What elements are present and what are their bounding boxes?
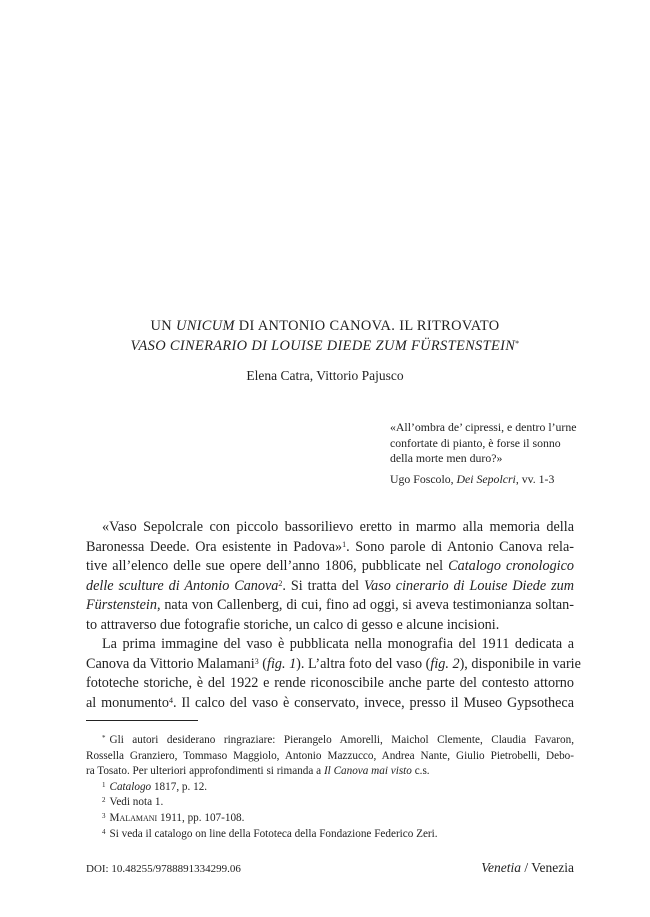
text-run: ra Tosato. Per ulteriori approfondimenti si rimanda a xyxy=(86,765,324,778)
figure-ref-2[interactable]: fig. 2 xyxy=(430,655,460,672)
footnote-ref-3[interactable]: 3 xyxy=(254,656,259,666)
title-rest: DI ANTONIO CANOVA. IL RITROVATO xyxy=(234,318,500,334)
title-line-2 xyxy=(0,336,650,356)
body-line xyxy=(86,596,574,616)
body-text xyxy=(86,518,581,713)
title-line-1 xyxy=(0,316,650,336)
text-run: tive all’elenco delle sue opere dell’anno 1806, pubblicate nel xyxy=(86,558,449,574)
body-line xyxy=(86,557,574,577)
text-run: Catalogo cronologico xyxy=(448,558,574,574)
text-run: fototeche storiche, è del 1922 e rende riconoscibile anche parte del contesto attorno xyxy=(86,675,574,691)
footnote-mark: 2 xyxy=(102,796,106,805)
footnote-star-line xyxy=(86,749,574,765)
body-line xyxy=(86,674,574,694)
title-subtitle: VASO CINERARIO DI LOUISE DIEDE ZUM FÜRSTENSTEIN xyxy=(130,338,516,354)
series-name xyxy=(481,860,574,876)
epigraph-verses: , vv. 1-3 xyxy=(515,471,555,486)
title-prefix: UN xyxy=(150,318,176,334)
text-run: al monumento xyxy=(86,694,169,711)
footnote-ref-1[interactable]: 1 xyxy=(342,539,347,549)
footnote-mark: 1 xyxy=(102,780,106,789)
footnote-2 xyxy=(86,795,574,811)
footnote-divider xyxy=(86,720,198,721)
footnote-star-line xyxy=(86,764,574,780)
article-title xyxy=(0,316,650,356)
body-line xyxy=(86,538,574,558)
text-run: Baronessa Deede. Ora esistente in Padova» xyxy=(86,538,343,555)
text-run: Rossella Granziero, Tommaso Maggiolo, Antonio Mazzucco, Andrea Nante, Giulio Pietrobelli, Debo- xyxy=(86,749,574,762)
epigraph-author: Ugo Foscolo, xyxy=(390,471,457,486)
epigraph xyxy=(390,420,590,487)
epigraph-line: confortate di pianto, è forse il sonno xyxy=(390,435,561,450)
text-run: c.s. xyxy=(411,765,430,778)
text-run: Catalogo xyxy=(109,780,152,793)
footnote-mark: * xyxy=(102,734,106,742)
body-line xyxy=(86,694,574,714)
footnote-ref-4[interactable]: 4 xyxy=(168,695,173,705)
body-line xyxy=(86,518,574,538)
text-run: Si veda il catalogo on line della Fototeca della Fondazione Federico Zeri. xyxy=(109,827,438,840)
text-run: Fürstenstein xyxy=(86,597,157,613)
footnotes xyxy=(86,733,574,842)
text-run: ( xyxy=(258,655,267,672)
footnote-1 xyxy=(86,780,574,796)
text-run: Gli autori desiderano ringraziare: Pierangelo Amorelli, Maichol Clemente, Claudia Favaron, xyxy=(109,734,574,746)
text-run: . Si tratta del xyxy=(282,577,365,594)
epigraph-work: Dei Sepolcri xyxy=(456,471,516,486)
title-unicum: UNICUM xyxy=(175,318,235,334)
body-line xyxy=(86,616,574,636)
figure-ref-1[interactable]: fig. 1 xyxy=(267,655,297,672)
text-run: . Il calco del vaso è conservato, invece, presso il Museo Gypsotheca xyxy=(172,694,574,711)
footnote-mark: 4 xyxy=(102,827,106,836)
footnote-star-line xyxy=(86,733,574,749)
text-run: / Venezia xyxy=(521,860,574,875)
epigraph-line: della morte men duro?» xyxy=(390,451,503,466)
text-run: 1817, p. 12. xyxy=(151,780,208,793)
text-run: ), disponibile in varie xyxy=(459,655,581,672)
text-run: Venetia xyxy=(481,860,522,875)
title-footnote-mark: * xyxy=(515,339,520,348)
epigraph-attribution xyxy=(390,472,590,488)
footnote-mark: 3 xyxy=(102,811,106,820)
text-run: delle sculture di Antonio Canova xyxy=(86,577,279,594)
text-run: 1911, pp. 107-108. xyxy=(157,811,245,824)
text-run: Canova da Vittorio Malamani xyxy=(86,655,255,672)
body-line xyxy=(86,635,574,655)
authors: Elena Catra, Vittorio Pajusco xyxy=(246,368,404,383)
page-footer xyxy=(86,860,574,876)
footnote-ref-2[interactable]: 2 xyxy=(278,578,283,588)
text-run: Il Canova mai visto xyxy=(323,765,412,778)
footnote-4 xyxy=(86,827,574,843)
text-run: La prima immagine del vaso è pubblicata nella monografia del 1911 dedicata a xyxy=(102,636,574,652)
text-run: Vedi nota 1. xyxy=(109,796,164,809)
text-run: ). L’altra foto del vaso ( xyxy=(296,655,431,672)
text-run: . Sono parole di Antonio Canova rela- xyxy=(346,538,574,555)
footnote-3 xyxy=(86,811,574,827)
epigraph-line: «All’ombra de’ cipressi, e dentro l’urne xyxy=(390,420,577,434)
doi-link[interactable]: DOI: 10.48255/9788891334299.06 xyxy=(86,863,241,875)
text-run: Vaso cinerario di Louise Diede zum xyxy=(364,577,575,594)
body-line xyxy=(86,577,574,597)
text-run: to attraverso due fotografie storiche, un calco di gesso e alcune incisioni. xyxy=(86,616,500,633)
text-run: «Vaso Sepolcrale con piccolo bassorilievo eretto in marmo alla memoria della xyxy=(102,519,574,535)
text-run: , nata von Callenberg, di cui, fino ad oggi, si aveva testimonianza soltan- xyxy=(156,597,574,613)
body-line xyxy=(86,655,581,675)
text-run: Malamani xyxy=(109,811,158,824)
